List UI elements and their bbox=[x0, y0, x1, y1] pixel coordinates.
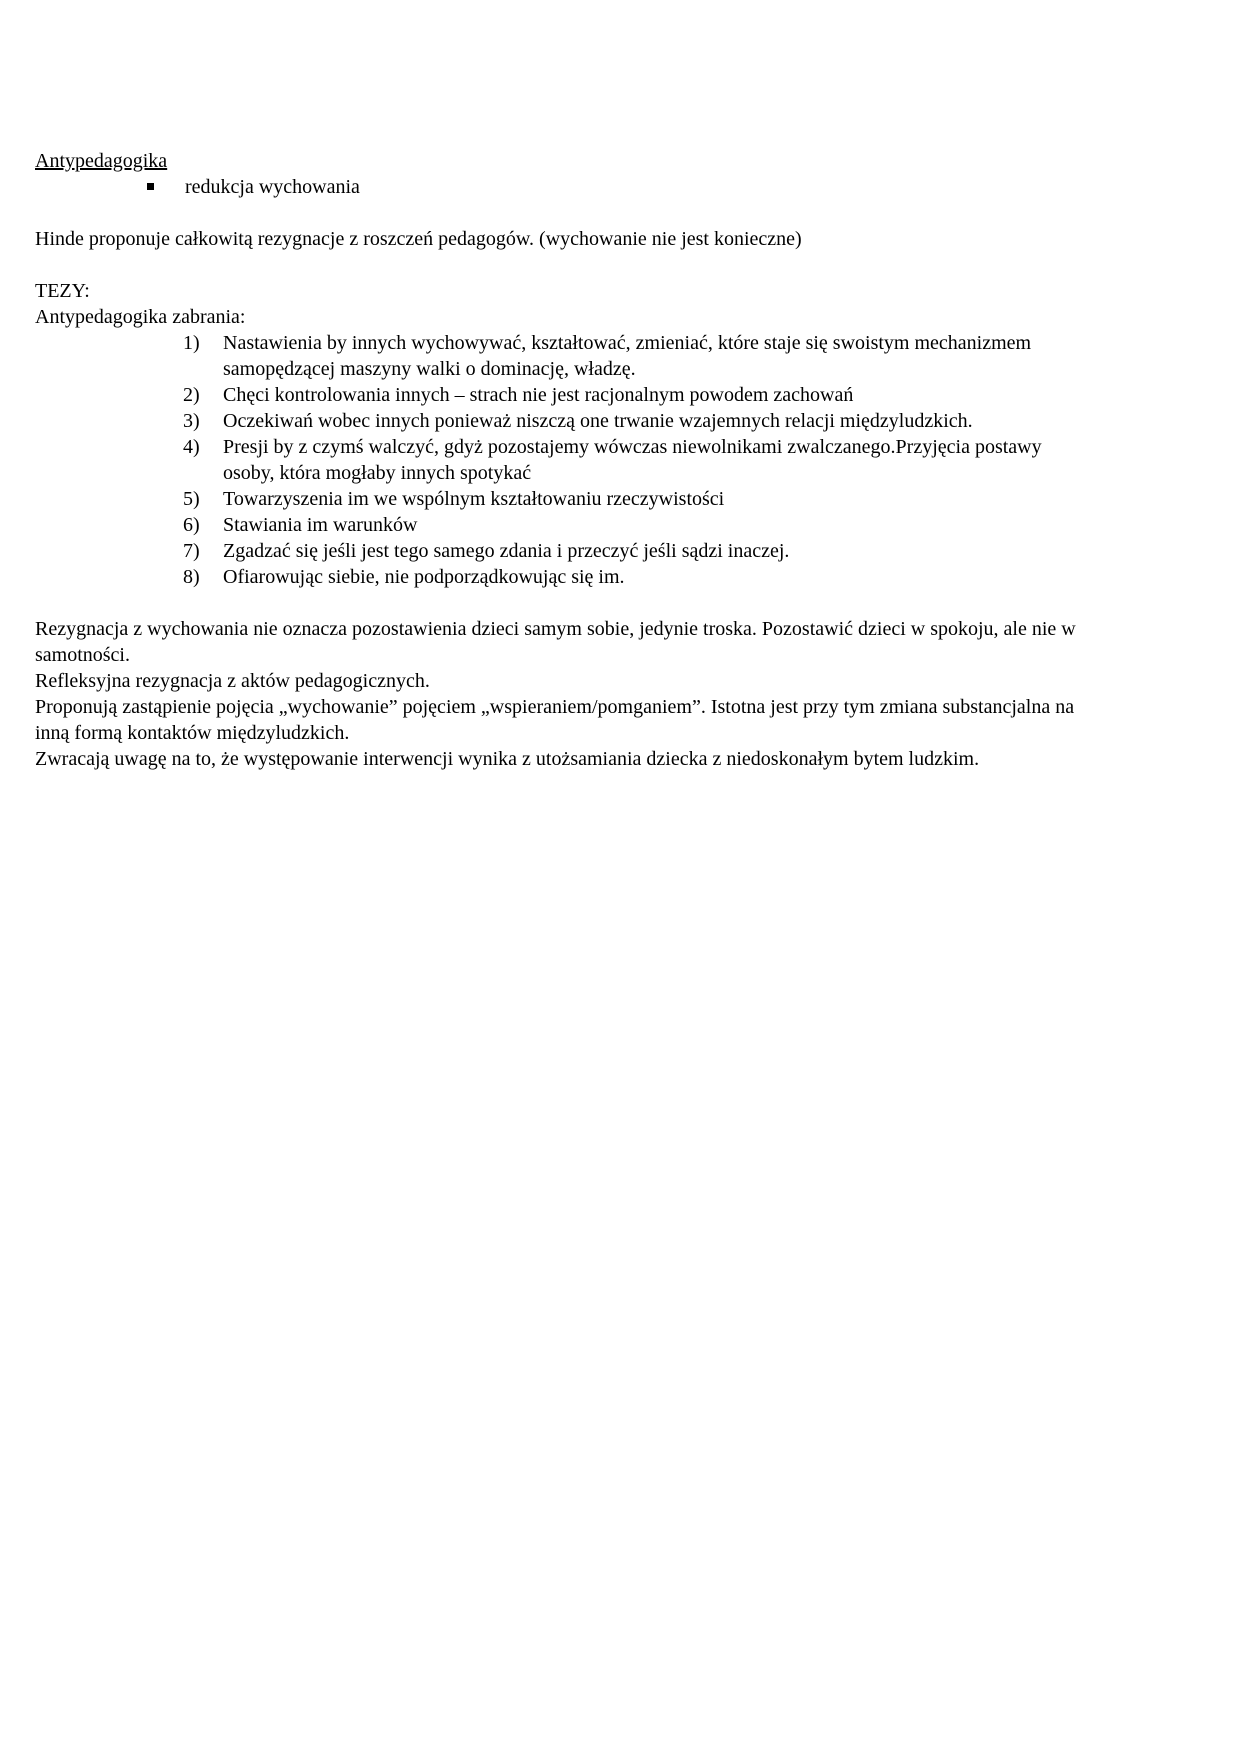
list-number: 1) bbox=[183, 332, 200, 354]
list-text: Towarzyszenia im we wspólnym kształtowaniu rzeczywistości bbox=[223, 488, 725, 510]
list-item bbox=[35, 564, 1095, 590]
list-number: 2) bbox=[183, 384, 200, 406]
document-title: Antypedagogika bbox=[35, 150, 168, 172]
list-text: Nastawienia by innych wychowywać, kształtować, zmieniać, które staje się swoistym mechanizmem samopędzącej maszyny walki o dominację, władzę. bbox=[223, 332, 1032, 380]
list-item bbox=[35, 408, 1095, 434]
spacer bbox=[35, 200, 1095, 226]
list-item bbox=[35, 330, 1095, 382]
body-paragraph: Refleksyjna rezygnacja z aktów pedagogicznych. bbox=[35, 670, 430, 692]
list-number: 7) bbox=[183, 540, 200, 562]
intro-paragraph: Hinde proponuje całkowitą rezygnacje z roszczeń pedagogów. (wychowanie nie jest konieczne) bbox=[35, 228, 802, 250]
theses-heading: TEZY: bbox=[35, 280, 90, 302]
list-number: 3) bbox=[183, 410, 200, 432]
document-page bbox=[35, 148, 1095, 772]
list-number: 8) bbox=[183, 566, 200, 588]
square-bullet-icon bbox=[147, 183, 154, 190]
bullet-text: redukcja wychowania bbox=[185, 176, 360, 198]
list-text: Zgadzać się jeśli jest tego samego zdania i przeczyć jeśli sądzi inaczej. bbox=[223, 540, 790, 562]
list-text: Oczekiwań wobec innych ponieważ niszczą one trwanie wzajemnych relacji międzyludzkich. bbox=[223, 410, 973, 432]
body-paragraph: Rezygnacja z wychowania nie oznacza pozostawienia dzieci samym sobie, jedynie troska. Pozostawić dzieci w spokoju, ale nie w samotności. bbox=[35, 618, 1076, 666]
list-text: Ofiarowując siebie, nie podporządkowując się im. bbox=[223, 566, 625, 588]
list-item bbox=[35, 382, 1095, 408]
theses-list bbox=[35, 330, 1095, 590]
list-number: 6) bbox=[183, 514, 200, 536]
body-paragraph: Proponują zastąpienie pojęcia „wychowanie” pojęciem „wspieraniem/pomganiem”. Istotna jest przy tym zmiana substancjalna na inną formą kontaktów międzyludzkich. bbox=[35, 696, 1075, 744]
list-number: 5) bbox=[183, 488, 200, 510]
bullet-item bbox=[35, 174, 1095, 200]
spacer bbox=[35, 590, 1095, 616]
list-text: Chęci kontrolowania innych – strach nie jest racjonalnym powodem zachowań bbox=[223, 384, 854, 406]
list-item bbox=[35, 434, 1095, 486]
list-item bbox=[35, 512, 1095, 538]
list-item bbox=[35, 486, 1095, 512]
spacer bbox=[35, 252, 1095, 278]
list-text: Stawiania im warunków bbox=[223, 514, 418, 536]
list-item bbox=[35, 538, 1095, 564]
list-number: 4) bbox=[183, 436, 200, 458]
prohibits-heading: Antypedagogika zabrania: bbox=[35, 306, 246, 328]
list-text: Presji by z czymś walczyć, gdyż pozostajemy wówczas niewolnikami zwalczanego.Przyjęcia postawy osoby, która mogłaby innych spotykać bbox=[223, 436, 1042, 484]
body-paragraph: Zwracają uwagę na to, że występowanie interwencji wynika z utożsamiania dziecka z niedoskonałym bytem ludzkim. bbox=[35, 748, 980, 770]
